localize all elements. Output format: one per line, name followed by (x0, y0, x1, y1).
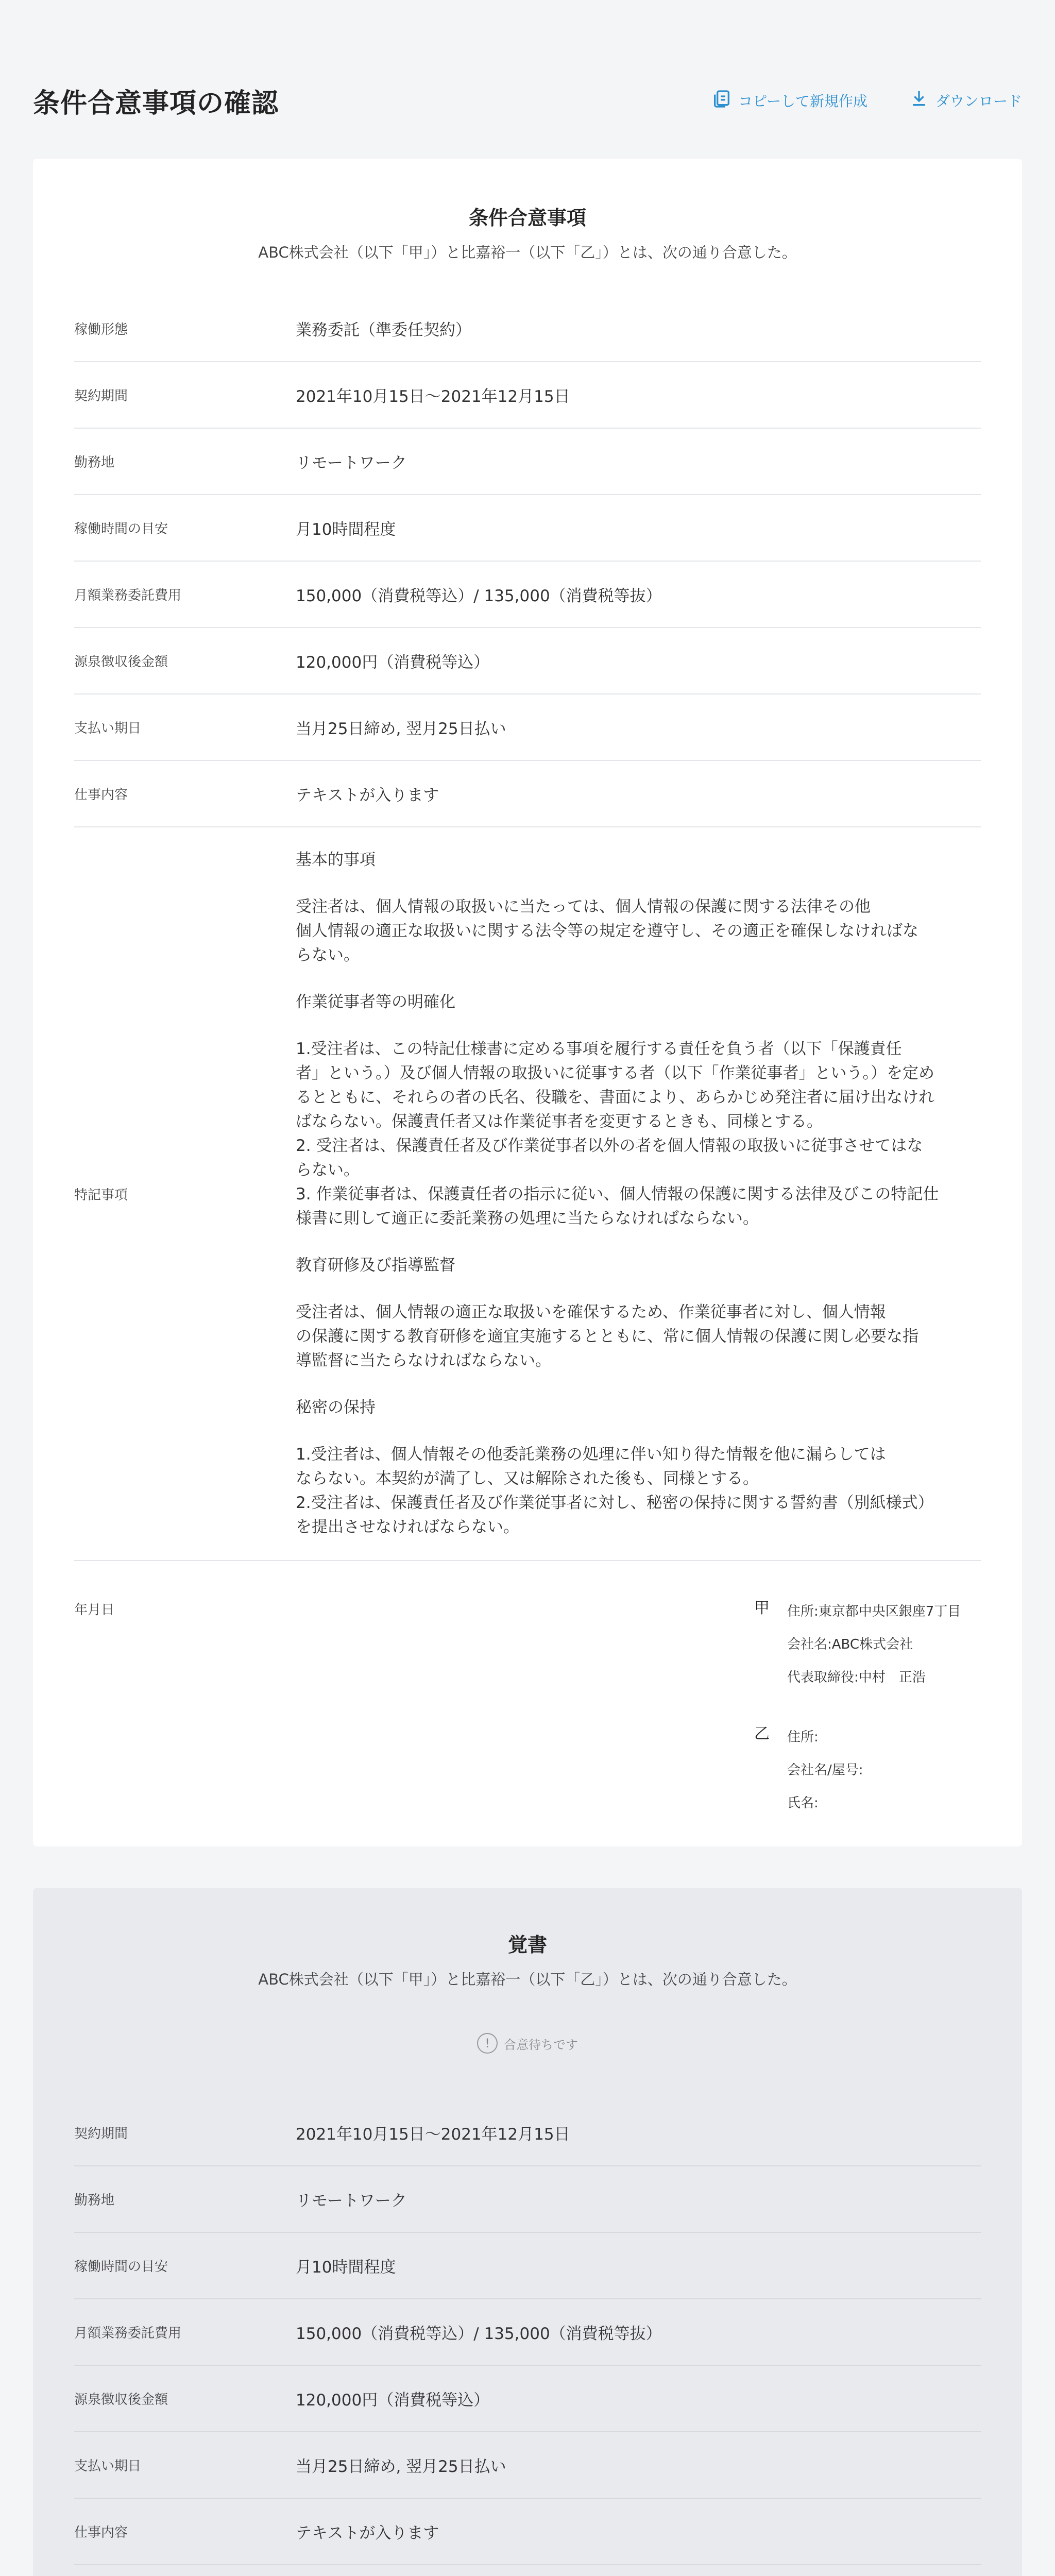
table-row (74, 495, 981, 562)
special-notes-row (74, 827, 981, 1561)
download-label: ダウンロード (935, 93, 1022, 110)
table-row (74, 628, 981, 694)
agreement-title: 条件合意事項 (468, 207, 586, 229)
row-value: 業務委託（準委任契約） (296, 321, 471, 340)
row-label: 契約期間 (74, 388, 128, 404)
memo-table (74, 2100, 981, 2576)
table-row (74, 296, 981, 362)
row-label: 契約期間 (74, 2126, 128, 2142)
agreement-table (74, 296, 981, 1561)
party-b-details (787, 1721, 863, 1820)
party-b-company: 会社名/屋号: (787, 1762, 863, 1778)
row-value: 月10時間程度 (296, 520, 396, 539)
section-body: 1.受注者は、個人情報その他委託業務の処理に伴い知り得た情報を他に漏らしては ならない。本契約が満了し、又は解除された後も、同様とする。 2.受注者は、保護責任者及び作業従事者に対し、秘密の保持に関する誓約書（別紙様式） を提出させなければならない。 (296, 1445, 934, 1536)
row-label: 勤務地 (74, 2193, 115, 2208)
row-value: 月10時間程度 (296, 2258, 396, 2277)
table-row (74, 562, 981, 628)
table-row (74, 2299, 981, 2366)
party-a-details (787, 1595, 961, 1694)
row-value: リモートワーク (296, 2192, 407, 2210)
row-label: 仕事内容 (74, 2525, 128, 2540)
table-row (74, 694, 981, 761)
special-notes-row (74, 2565, 981, 2576)
section-title: 基本的事項 (296, 851, 376, 869)
party-b-address: 住所: (787, 1730, 819, 1745)
section-title: 作業従事者等の明確化 (296, 993, 455, 1011)
copy-create-button[interactable] (711, 89, 867, 113)
table-row (74, 761, 981, 827)
row-label: 稼働時間の目安 (74, 2259, 168, 2275)
info-icon: ! (477, 2033, 498, 2054)
page-header (33, 62, 1022, 139)
row-label: 源泉徴収後金額 (74, 2392, 168, 2408)
special-notes (296, 848, 981, 1539)
section-title: 教育研修及び指導監督 (296, 1256, 455, 1275)
table-row (74, 2499, 981, 2565)
table-row (74, 362, 981, 429)
row-label: 支払い期日 (74, 721, 142, 736)
party-a-address: 住所:東京都中央区銀座7丁目 (787, 1604, 961, 1619)
row-value: リモートワーク (296, 454, 407, 472)
pending-status (33, 2033, 1022, 2054)
party-a-representative: 代表取締役:中村 正浩 (787, 1670, 926, 1685)
row-label: 仕事内容 (74, 787, 128, 803)
table-row (74, 2366, 981, 2432)
page-title: 条件合意事項の確認 (33, 88, 279, 119)
row-label: 月額業務委託費用 (74, 588, 182, 603)
section-body: 受注者は、個人情報の取扱いに当たっては、個人情報の保護に関する法律その他 個人情報の適正な取扱いに関する法令等の規定を遵守し、その適正を確保しなければな らない。 (296, 897, 918, 964)
agreement-card (33, 159, 1022, 1846)
memo-card (33, 1888, 1022, 2576)
pending-label: 合意待ちです (504, 2037, 578, 2052)
section-body: 受注者は、個人情報の適正な取扱いを確保するため、作業従事者に対し、個人情報 の保護に関する教育研修を適宜実施するとともに、常に個人情報の保護に関し必要な指 導監督に当たらなければならない。 (296, 1303, 918, 1370)
table-row (74, 2166, 981, 2233)
date-label: 年月日 (74, 1602, 115, 1618)
row-label: 勤務地 (74, 455, 115, 470)
row-label: 月額業務委託費用 (74, 2326, 182, 2341)
memo-subtitle: ABC株式会社（以下「甲」）と比嘉裕一（以下「乙」）とは、次の通り合意した。 (258, 1971, 797, 1988)
section-title: 秘密の保持 (296, 1398, 376, 1417)
table-row (74, 2100, 981, 2166)
row-value: 150,000（消費税等込）/ 135,000（消費税等抜） (296, 2325, 662, 2343)
signature-block (74, 1595, 981, 1811)
row-value: 150,000（消費税等込）/ 135,000（消費税等抜） (296, 587, 662, 605)
table-row (74, 429, 981, 495)
row-value: 2021年10月15日〜2021年12月15日 (296, 2125, 570, 2144)
row-value: テキストが入ります (296, 786, 439, 805)
row-value: 当月25日締め, 翌月25日払い (296, 2458, 506, 2476)
download-icon (909, 89, 929, 113)
row-value: 2021年10月15日〜2021年12月15日 (296, 387, 570, 406)
row-label: 稼働時間の目安 (74, 521, 168, 537)
party-b-mark: 乙 (754, 1725, 770, 1743)
table-row (74, 2233, 981, 2299)
download-button[interactable] (909, 89, 1022, 113)
row-value: 120,000円（消費税等込） (296, 2391, 490, 2410)
header-actions (711, 89, 1022, 113)
row-label: 源泉徴収後金額 (74, 654, 168, 670)
section-body: 1.受注者は、この特記仕様書に定める事項を履行する責任を負う者（以下「保護責任 者」という。）及び個人情報の取扱いに従事する者（以下「作業従事者」という。）を定め るとともに、それらの者の氏名、役職を、書面により、あらかじめ発注者に届け出なけれ ばならない。保護責任者又は作業従事者を変更するときも、同様とする。 2. 受注者は、保護責任者及び作業従事者以外の者を個人情報の取扱いに従事させてはな らない。 3. 作業従事者は、保護責任者の指示に従い、個人情報の保護に関する法律及びこの特記仕 様書に則して適正に委託業務の処理に当たらなければならない。 (296, 1040, 939, 1228)
row-value: テキストが入ります (296, 2524, 439, 2543)
memo-title: 覚書 (507, 1934, 547, 1956)
row-value: 120,000円（消費税等込） (296, 653, 490, 672)
party-b-name: 氏名: (787, 1795, 819, 1811)
party-a-company: 会社名:ABC株式会社 (787, 1637, 913, 1652)
row-label: 稼働形態 (74, 322, 128, 337)
table-row (74, 2432, 981, 2499)
row-value: 当月25日締め, 翌月25日払い (296, 720, 506, 738)
special-notes-label: 特記事項 (74, 1187, 128, 1203)
agreement-subtitle: ABC株式会社（以下「甲」）と比嘉裕一（以下「乙」）とは、次の通り合意した。 (258, 244, 797, 261)
party-a-mark: 甲 (754, 1599, 770, 1617)
copy-icon (711, 89, 732, 113)
copy-create-label: コピーして新規作成 (738, 93, 867, 110)
row-label: 支払い期日 (74, 2459, 142, 2474)
